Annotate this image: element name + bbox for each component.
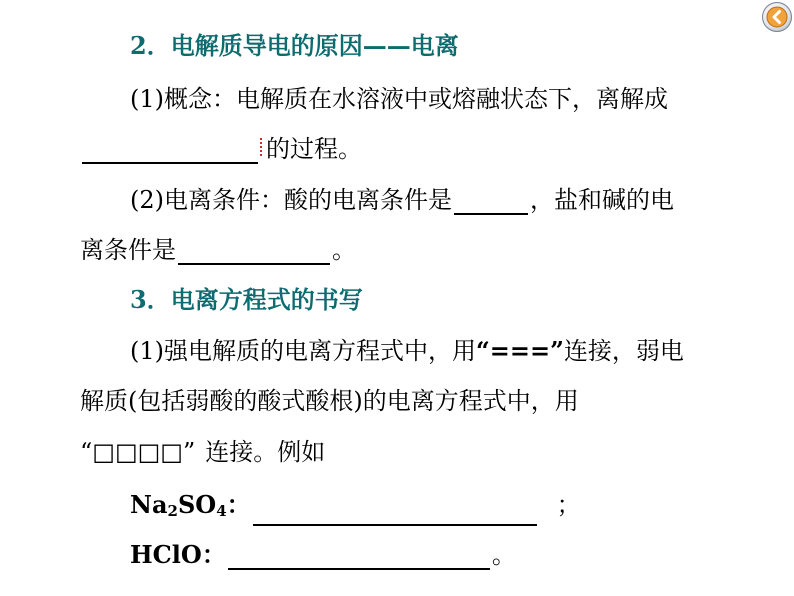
- strong-symbol: “===”: [476, 336, 564, 365]
- example1-formula: $Na_2SO_4$: [130, 490, 227, 520]
- example1-end: ；: [556, 491, 581, 519]
- condition-mid: ，盐和碱的电: [530, 186, 674, 214]
- example2-colon: ：: [201, 540, 226, 569]
- weak-line2: 解质(包括弱酸的酸式酸根)的电离方程式中，用: [80, 387, 579, 415]
- section2-heading: 2．电解质导电的原因——电离: [130, 31, 459, 60]
- example2-blank[interactable]: [228, 544, 490, 570]
- arrow-left-icon: [766, 6, 788, 28]
- strong-line1: [130, 336, 684, 366]
- strong-suffix: 连接，弱电: [563, 337, 684, 365]
- example1-colon: ：: [226, 490, 251, 519]
- weak-line3: [80, 437, 325, 467]
- condition-line2: [80, 235, 356, 265]
- concept-blank[interactable]: [82, 138, 258, 164]
- condition-line2-suffix: 。: [332, 236, 356, 264]
- concept-line2: [80, 134, 362, 164]
- example2-end: 。: [491, 541, 516, 569]
- condition-prefix: (2)电离条件：酸的电离条件是: [130, 186, 452, 214]
- back-button[interactable]: [762, 2, 792, 32]
- example1-line: [130, 490, 581, 520]
- condition-line2-prefix: 离条件是: [80, 236, 176, 264]
- example2-formula: HClO: [130, 540, 202, 569]
- salt-base-condition-blank[interactable]: [178, 239, 330, 265]
- example1-blank[interactable]: [253, 500, 537, 526]
- concept-line1: (1)概念：电解质在水溶液中或熔融状态下，离解成: [130, 85, 668, 113]
- weak-suffix: 连接。例如: [205, 438, 326, 466]
- strong-prefix: (1)强电解质的电离方程式中，用: [130, 337, 476, 365]
- section3-heading: 3．电离方程式的书写: [130, 285, 363, 314]
- concept-suffix: 的过程。: [266, 135, 362, 163]
- example2-line: [130, 540, 516, 570]
- condition-line1: [130, 185, 674, 215]
- acid-condition-blank[interactable]: [454, 189, 528, 215]
- weak-symbol: “□□□□”: [80, 438, 196, 466]
